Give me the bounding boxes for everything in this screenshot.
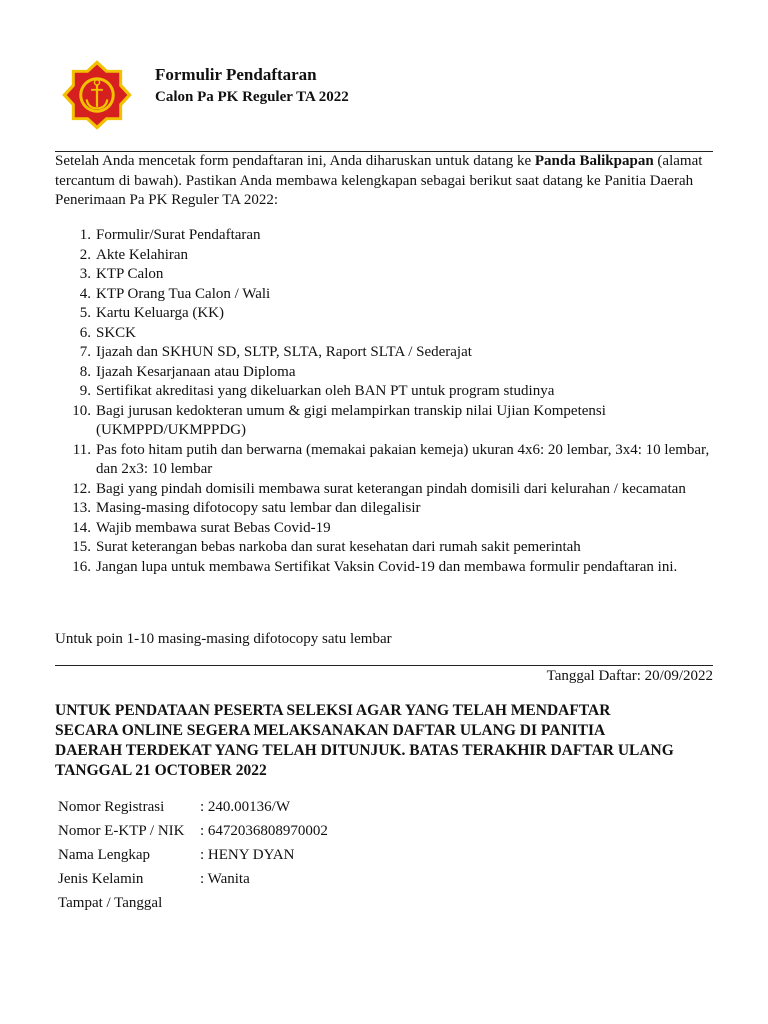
field-value: : 6472036808970002	[200, 823, 328, 839]
list-number: 13.	[72, 500, 91, 516]
re-registration-announcement: UNTUK PENDATAAN PESERTA SELEKSI AGAR YANG TELAH MENDAFTAR SECARA ONLINE SEGERA MELAKSANAKAN DAFTAR ULANG DI PANITIA DAERAH TERDEKAT YANG TELAH DITUNJUK. BATAS TERAKHIR DAFTAR ULANG TANGGAL 21 OCTOBER 2022	[55, 702, 674, 779]
list-number: 8.	[79, 363, 91, 380]
field-label: Tampat / Tanggal	[58, 895, 163, 911]
field-value: : Wanita	[200, 871, 250, 887]
field-label: Nomor Registrasi	[58, 799, 165, 815]
list-text: Bagi yang pindah domisili membawa surat keterangan pindah domisili dari kelurahan / kecamatan	[96, 480, 686, 497]
list-number: 12.	[72, 480, 91, 497]
tni-emblem-icon	[60, 58, 134, 132]
list-text: Kartu Keluarga (KK)	[96, 305, 225, 321]
table-row	[55, 843, 331, 867]
list-item	[55, 343, 715, 363]
field-value: : 240.00136/W	[200, 799, 290, 815]
registration-date: Tanggal Daftar: 20/09/2022	[546, 668, 713, 684]
requirements-list	[55, 226, 715, 577]
list-item	[55, 519, 715, 539]
list-text: Sertifikat akreditasi yang dikeluarkan oleh BAN PT untuk program studinya	[96, 383, 555, 399]
field-label: Nama Lengkap	[58, 847, 151, 863]
list-item	[55, 558, 715, 578]
list-text: KTP Calon	[96, 266, 164, 282]
list-number: 1.	[79, 227, 91, 243]
list-item	[55, 304, 715, 324]
list-item	[55, 363, 715, 383]
intro-paragraph	[55, 152, 715, 211]
list-number: 6.	[79, 324, 91, 341]
list-text: KTP Orang Tua Calon / Wali	[96, 285, 271, 302]
list-text: Surat keterangan bebas narkoba dan surat kesehatan dari rumah sakit pemerintah	[96, 539, 581, 555]
list-number: 9.	[79, 383, 91, 399]
list-text: Ijazah Kesarjanaan atau Diploma	[96, 363, 296, 380]
list-item	[55, 324, 715, 344]
table-row	[55, 867, 331, 891]
field-value: : HENY DYAN	[200, 847, 295, 863]
list-text: Ijazah dan SKHUN SD, SLTP, SLTA, Raport SLTA / Sederajat	[96, 344, 472, 360]
list-item	[55, 538, 715, 558]
list-number: 16.	[72, 558, 91, 575]
intro-text-part2: (alamat tercantum di bawah). Pastikan Anda membawa kelengkapan sebagai berikut saat datang ke Panitia Daerah Penerimaan Pa PK Reguler TA 2022:	[55, 153, 703, 209]
list-number: 15.	[72, 539, 91, 555]
field-label: Jenis Kelamin	[58, 871, 144, 887]
list-item	[55, 226, 715, 246]
document-title: Formulir Pendaftaran	[155, 65, 317, 84]
list-text: Jangan lupa untuk membawa Sertifikat Vaksin Covid-19 dan membawa formulir pendaftaran ini.	[96, 558, 678, 575]
list-item	[55, 382, 715, 402]
photocopy-note: Untuk poin 1-10 masing-masing difotocopy satu lembar	[55, 631, 392, 647]
list-text: SKCK	[96, 324, 137, 341]
list-item	[55, 246, 715, 266]
list-text: Wajib membawa surat Bebas Covid-19	[96, 519, 331, 536]
list-text: Masing-masing difotocopy satu lembar dan dilegalisir	[96, 500, 421, 516]
table-row	[55, 795, 331, 819]
list-number: 7.	[79, 344, 91, 360]
list-number: 4.	[79, 285, 91, 302]
list-item	[55, 499, 715, 519]
list-text: Pas foto hitam putih dan berwarna (memakai pakaian kemeja) ukuran 4x6: 20 lembar, 3x4: 10 lembar, dan 2x3: 10 lembar	[96, 441, 710, 477]
list-item	[55, 441, 715, 480]
list-item	[55, 480, 715, 500]
field-value	[197, 891, 331, 915]
list-number: 14.	[72, 519, 91, 536]
list-number: 2.	[79, 246, 91, 263]
document-subtitle: Calon Pa PK Reguler TA 2022	[155, 89, 349, 105]
list-item	[55, 285, 715, 305]
list-item	[55, 402, 715, 441]
field-label: Nomor E-KTP / NIK	[58, 823, 185, 839]
middle-divider	[55, 665, 713, 666]
list-item	[55, 265, 715, 285]
list-number: 3.	[79, 266, 91, 282]
intro-text-part1: Setelah Anda mencetak form pendaftaran ini, Anda diharuskan untuk datang ke	[55, 153, 535, 169]
list-text: Formulir/Surat Pendaftaran	[96, 227, 261, 243]
list-number: 11.	[72, 441, 91, 458]
list-text: Akte Kelahiran	[96, 246, 189, 263]
table-row	[55, 819, 331, 843]
intro-location: Panda Balikpapan	[534, 153, 654, 169]
registration-details-table	[55, 795, 331, 915]
list-number: 5.	[79, 305, 91, 321]
table-row	[55, 891, 331, 915]
list-number: 10.	[72, 402, 91, 419]
list-text: Bagi jurusan kedokteran umum & gigi melampirkan transkip nilai Ujian Kompetensi (UKMPPD/UKMPPDG)	[96, 402, 606, 438]
